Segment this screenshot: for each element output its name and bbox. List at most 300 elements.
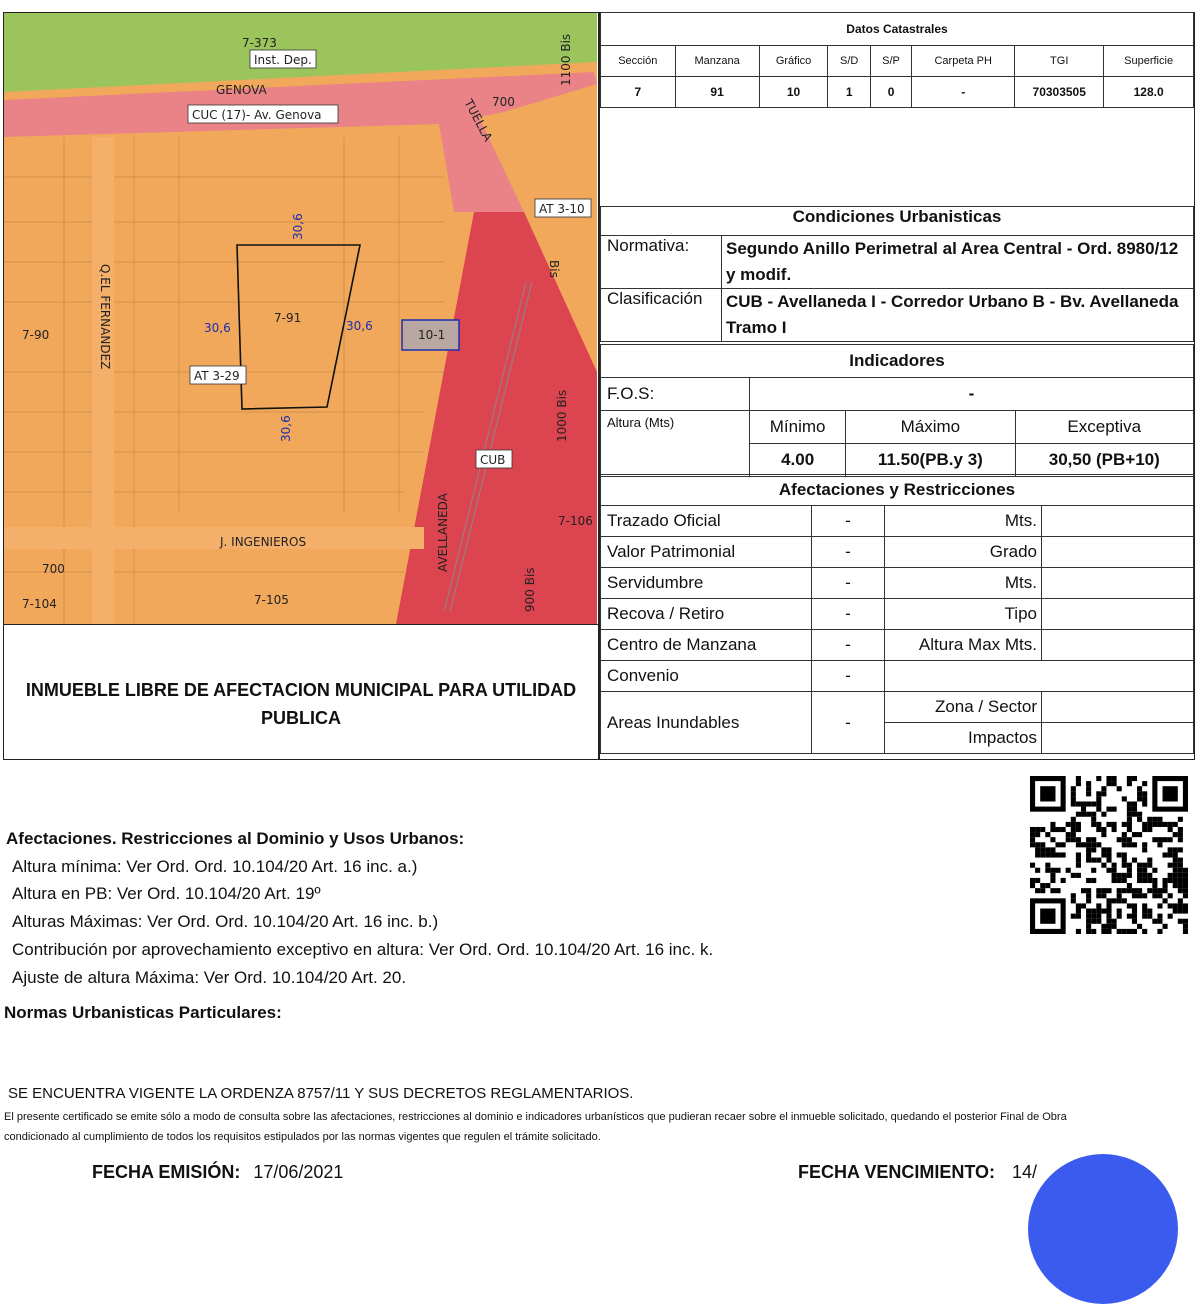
zona-value xyxy=(1042,692,1194,723)
qr-module xyxy=(1050,847,1055,852)
row-value: - xyxy=(812,630,885,661)
normativa-value: Segundo Anillo Perimetral al Area Central - Ord. 8980/12 y modif. xyxy=(722,236,1194,289)
qr-module xyxy=(1076,776,1081,781)
qr-module xyxy=(1076,909,1081,914)
qr-module xyxy=(1101,909,1106,914)
qr-module xyxy=(1096,914,1101,919)
qr-module xyxy=(1183,888,1188,893)
qr-module xyxy=(1137,791,1142,796)
qr-module xyxy=(1040,847,1045,852)
qr-module xyxy=(1178,817,1183,822)
qr-module xyxy=(1091,837,1096,842)
qr-module xyxy=(1071,801,1076,806)
catastrales-header-row xyxy=(601,46,1194,77)
qr-module xyxy=(1173,822,1178,827)
qr-module xyxy=(1168,878,1173,883)
qr-module xyxy=(1091,878,1096,883)
qr-module xyxy=(1106,852,1111,857)
qr-module xyxy=(1117,893,1122,898)
map-label-bis: Bis xyxy=(547,260,561,278)
qr-module xyxy=(1106,903,1111,908)
map-label-700-top: 700 xyxy=(492,95,515,109)
qr-module xyxy=(1055,842,1060,847)
map-label-10-1: 10-1 xyxy=(418,328,446,342)
row-label: Trazado Oficial xyxy=(601,506,812,537)
qr-module xyxy=(1055,868,1060,873)
qr-module xyxy=(1132,914,1137,919)
qr-module xyxy=(1137,888,1142,893)
qr-module xyxy=(1152,868,1157,873)
qr-module xyxy=(1086,858,1091,863)
qr-module xyxy=(1163,878,1168,883)
map-caption-divider xyxy=(4,624,598,643)
qr-module xyxy=(1071,832,1076,837)
qr-module xyxy=(1178,868,1183,873)
qr-module xyxy=(1106,919,1111,924)
qr-module xyxy=(1091,929,1096,934)
qr-module xyxy=(1096,822,1101,827)
qr-module xyxy=(1101,893,1106,898)
qr-module xyxy=(1168,852,1173,857)
qr-module xyxy=(1050,878,1055,883)
qr-module xyxy=(1173,832,1178,837)
qr-module xyxy=(1050,852,1055,857)
qr-module xyxy=(1091,801,1096,806)
qr-module xyxy=(1147,873,1152,878)
row-extra xyxy=(1042,506,1194,537)
header-carpeta-ph: Carpeta PH xyxy=(912,46,1015,77)
qr-module xyxy=(1132,903,1137,908)
qr-module xyxy=(1122,842,1127,847)
map-label-inst-dep: Inst. Dep. xyxy=(254,53,312,67)
map-label-1000-bis: 1000 Bis xyxy=(555,389,569,442)
qr-module xyxy=(1157,817,1162,822)
qr-module xyxy=(1168,903,1173,908)
qr-module xyxy=(1101,827,1106,832)
qr-module xyxy=(1122,796,1127,801)
qr-module xyxy=(1142,822,1147,827)
qr-module xyxy=(1035,888,1040,893)
value-sp: 0 xyxy=(870,77,911,108)
qr-module xyxy=(1096,776,1101,781)
qr-module xyxy=(1157,837,1162,842)
qr-module xyxy=(1035,852,1040,857)
qr-module xyxy=(1091,812,1096,817)
qr-module xyxy=(1163,898,1168,903)
qr-module xyxy=(1081,807,1086,812)
qr-module xyxy=(1173,863,1178,868)
qr-module xyxy=(1163,837,1168,842)
condiciones-title: Condiciones Urbanisticas xyxy=(601,207,1194,236)
qr-module xyxy=(1142,914,1147,919)
qr-module xyxy=(1035,832,1040,837)
afectacion-row xyxy=(601,630,1194,661)
qr-module xyxy=(1030,837,1035,842)
qr-module xyxy=(1106,909,1111,914)
qr-module xyxy=(1122,878,1127,883)
qr-module xyxy=(1101,852,1106,857)
clasificacion-value: CUB - Avellaneda I - Corredor Urbano B - Bv. Avellaneda Tramo I xyxy=(722,289,1194,342)
qr-module xyxy=(1137,796,1142,801)
row-unit: Mts. xyxy=(885,506,1042,537)
qr-module xyxy=(1066,832,1071,837)
map-label-ingenieros: J. INGENIEROS xyxy=(220,535,307,549)
qr-module xyxy=(1183,873,1188,878)
map-label-at-3-10: AT 3-10 xyxy=(539,202,585,216)
qr-module xyxy=(1178,863,1183,868)
qr-module xyxy=(1086,781,1091,786)
qr-module xyxy=(1045,847,1050,852)
qr-module xyxy=(1030,863,1035,868)
qr-module xyxy=(1117,852,1122,857)
qr-module xyxy=(1142,873,1147,878)
qr-module xyxy=(1096,791,1101,796)
qr-module xyxy=(1157,822,1162,827)
qr-module xyxy=(1137,786,1142,791)
qr-module xyxy=(1086,893,1091,898)
qr-module xyxy=(1091,842,1096,847)
qr-module xyxy=(1101,929,1106,934)
fecha-vencimiento-label: FECHA VENCIMIENTO: xyxy=(798,1162,996,1182)
qr-module xyxy=(1178,898,1183,903)
qr-module xyxy=(1040,852,1045,857)
qr-module xyxy=(1071,827,1076,832)
value-superficie: 128.0 xyxy=(1104,77,1194,108)
qr-module xyxy=(1117,837,1122,842)
qr-module xyxy=(1137,873,1142,878)
qr-module xyxy=(1173,878,1178,883)
qr-module xyxy=(1040,827,1045,832)
qr-module xyxy=(1076,842,1081,847)
row-value: - xyxy=(812,537,885,568)
datos-catastrales-title: Datos Catastrales xyxy=(601,13,1194,46)
qr-module xyxy=(1045,883,1050,888)
qr-module xyxy=(1173,909,1178,914)
qr-module xyxy=(1127,801,1132,806)
afectacion-row xyxy=(601,568,1194,599)
qr-module xyxy=(1086,898,1091,903)
qr-module xyxy=(1117,909,1122,914)
qr-module xyxy=(1173,847,1178,852)
qr-module xyxy=(1127,817,1132,822)
value-grafico: 10 xyxy=(759,77,828,108)
qr-module xyxy=(1168,873,1173,878)
qr-module xyxy=(1071,796,1076,801)
qr-module xyxy=(1112,863,1117,868)
qr-module xyxy=(1045,863,1050,868)
qr-module xyxy=(1112,827,1117,832)
qr-module xyxy=(1127,863,1132,868)
minimo-value: 4.00 xyxy=(750,444,846,477)
qr-module xyxy=(1096,919,1101,924)
notice-text: INMUEBLE LIBRE DE AFECTACION MUNICIPAL PARA UTILIDAD PUBLICA xyxy=(25,680,577,728)
qr-module xyxy=(1030,827,1035,832)
qr-module xyxy=(1157,929,1162,934)
value-tgi: 70303505 xyxy=(1015,77,1104,108)
qr-module xyxy=(1030,883,1035,888)
qr-module xyxy=(1091,909,1096,914)
qr-module xyxy=(1183,883,1188,888)
qr-module xyxy=(1132,893,1137,898)
qr-module xyxy=(1147,863,1152,868)
zona-label: Zona / Sector xyxy=(885,692,1042,723)
qr-module xyxy=(1127,888,1132,893)
qr-module xyxy=(1086,924,1091,929)
fecha-vencimiento-value: 14/ xyxy=(1012,1162,1038,1182)
qr-module xyxy=(1157,888,1162,893)
qr-module xyxy=(1035,842,1040,847)
qr-module xyxy=(1127,914,1132,919)
qr-finder xyxy=(1040,909,1055,924)
impactos-label: Impactos xyxy=(885,723,1042,754)
qr-module xyxy=(1091,868,1096,873)
qr-module xyxy=(1132,888,1137,893)
qr-module xyxy=(1122,832,1127,837)
qr-module xyxy=(1157,842,1162,847)
qr-module xyxy=(1086,852,1091,857)
qr-module xyxy=(1127,883,1132,888)
qr-module xyxy=(1112,919,1117,924)
row-extra xyxy=(1042,599,1194,630)
dim-label-left: 30,6 xyxy=(204,321,231,335)
qr-module xyxy=(1142,903,1147,908)
qr-module xyxy=(1066,868,1071,873)
qr-module xyxy=(1086,837,1091,842)
blue-circle-overlay xyxy=(1028,1154,1178,1304)
qr-module xyxy=(1152,888,1157,893)
qr-module xyxy=(1091,919,1096,924)
qr-module xyxy=(1050,868,1055,873)
qr-module xyxy=(1081,903,1086,908)
header-tgi: TGI xyxy=(1015,46,1104,77)
qr-module xyxy=(1035,827,1040,832)
qr-module xyxy=(1050,837,1055,842)
qr-module xyxy=(1086,914,1091,919)
qr-module xyxy=(1081,812,1086,817)
qr-module xyxy=(1122,873,1127,878)
qr-module xyxy=(1101,791,1106,796)
qr-module xyxy=(1183,909,1188,914)
qr-module xyxy=(1106,776,1111,781)
qr-module xyxy=(1096,909,1101,914)
catastrales-value-row xyxy=(601,77,1194,108)
qr-module xyxy=(1081,888,1086,893)
row-label: Recova / Retiro xyxy=(601,599,812,630)
qr-module xyxy=(1117,873,1122,878)
excepcional-value: 30,50 (PB+10) xyxy=(1015,444,1193,477)
qr-module xyxy=(1142,827,1147,832)
qr-module xyxy=(1101,888,1106,893)
qr-module xyxy=(1127,776,1132,781)
qr-module xyxy=(1086,929,1091,934)
qr-module xyxy=(1112,878,1117,883)
qr-module xyxy=(1127,929,1132,934)
restriccion-line: Altura mínima: Ver Ord. Ord. 10.104/20 Art. 16 inc. a.) xyxy=(12,857,418,876)
qr-module xyxy=(1173,858,1178,863)
qr-module xyxy=(1137,812,1142,817)
row-label: Convenio xyxy=(601,661,812,692)
qr-module xyxy=(1122,837,1127,842)
qr-module xyxy=(1106,858,1111,863)
qr-module xyxy=(1086,888,1091,893)
qr-module xyxy=(1096,888,1101,893)
map-label-fernandez: Q.EL FERNANDEZ xyxy=(98,264,112,370)
qr-module xyxy=(1076,822,1081,827)
qr-module xyxy=(1142,909,1147,914)
header-seccion: Sección xyxy=(601,46,676,77)
qr-module xyxy=(1086,909,1091,914)
datos-catastrales-table xyxy=(600,12,1194,108)
qr-module xyxy=(1076,781,1081,786)
qr-module xyxy=(1157,914,1162,919)
excepcional-label: Exceptiva xyxy=(1015,411,1193,444)
qr-module xyxy=(1091,914,1096,919)
qr-module xyxy=(1101,832,1106,837)
qr-module xyxy=(1086,786,1091,791)
header-sp: S/P xyxy=(870,46,911,77)
qr-module xyxy=(1163,883,1168,888)
qr-module xyxy=(1101,786,1106,791)
qr-module xyxy=(1137,817,1142,822)
qr-module xyxy=(1147,858,1152,863)
qr-module xyxy=(1127,873,1132,878)
qr-module xyxy=(1142,781,1147,786)
row-value: - xyxy=(812,661,885,692)
qr-code-image xyxy=(1030,776,1188,934)
qr-module xyxy=(1178,909,1183,914)
qr-module xyxy=(1178,888,1183,893)
qr-module xyxy=(1147,827,1152,832)
qr-module xyxy=(1066,837,1071,842)
row-extra xyxy=(1042,537,1194,568)
qr-module xyxy=(1071,786,1076,791)
qr-module xyxy=(1132,807,1137,812)
qr-module xyxy=(1127,822,1132,827)
qr-module xyxy=(1178,919,1183,924)
qr-module xyxy=(1096,807,1101,812)
qr-module xyxy=(1076,858,1081,863)
qr-module xyxy=(1091,817,1096,822)
qr-module xyxy=(1178,832,1183,837)
qr-module xyxy=(1173,883,1178,888)
qr-module xyxy=(1086,842,1091,847)
qr-module xyxy=(1132,832,1137,837)
map-label-7-91: 7-91 xyxy=(274,311,302,325)
map-label-7-106: 7-106 xyxy=(558,514,593,528)
qr-code xyxy=(1030,776,1188,934)
qr-module xyxy=(1045,852,1050,857)
qr-module xyxy=(1040,842,1045,847)
qr-module xyxy=(1096,858,1101,863)
header-superficie: Superficie xyxy=(1104,46,1194,77)
restriccion-line: Altura en PB: Ver Ord. 10.104/20 Art. 19º xyxy=(12,884,321,903)
qr-module xyxy=(1117,898,1122,903)
afectaciones-title: Afectaciones y Restricciones xyxy=(601,475,1194,506)
qr-module xyxy=(1076,812,1081,817)
qr-module xyxy=(1163,822,1168,827)
qr-module xyxy=(1055,888,1060,893)
afectacion-row xyxy=(601,537,1194,568)
qr-module xyxy=(1132,812,1137,817)
qr-module xyxy=(1183,868,1188,873)
qr-module xyxy=(1157,919,1162,924)
qr-module xyxy=(1112,868,1117,873)
qr-module xyxy=(1142,847,1147,852)
qr-module xyxy=(1035,868,1040,873)
qr-module xyxy=(1168,827,1173,832)
qr-module xyxy=(1183,924,1188,929)
qr-module xyxy=(1112,776,1117,781)
map-label-cub: CUB xyxy=(480,453,506,467)
qr-module xyxy=(1050,888,1055,893)
map-label-900-bis: 900 Bis xyxy=(523,567,537,612)
qr-module xyxy=(1071,873,1076,878)
vigente-text: SE ENCUENTRA VIGENTE LA ORDENZA 8757/11 Y SUS DECRETOS REGLAMENTARIOS. xyxy=(8,1085,634,1102)
qr-module xyxy=(1106,847,1111,852)
dim-label-bottom: 30,6 xyxy=(279,415,293,442)
qr-module xyxy=(1106,807,1111,812)
qr-module xyxy=(1076,863,1081,868)
qr-module xyxy=(1137,878,1142,883)
qr-module xyxy=(1137,832,1142,837)
qr-module xyxy=(1152,822,1157,827)
qr-module xyxy=(1132,929,1137,934)
qr-module xyxy=(1127,827,1132,832)
qr-module xyxy=(1091,847,1096,852)
afectaciones-table xyxy=(600,474,1194,754)
qr-module xyxy=(1106,929,1111,934)
qr-finder xyxy=(1163,786,1178,801)
qr-module xyxy=(1168,837,1173,842)
map-label-7-104: 7-104 xyxy=(22,597,57,611)
qr-module xyxy=(1106,868,1111,873)
row-unit: Tipo xyxy=(885,599,1042,630)
qr-module xyxy=(1086,812,1091,817)
fecha-emision-label: FECHA EMISIÓN: xyxy=(92,1162,241,1182)
qr-module xyxy=(1168,893,1173,898)
value-seccion: 7 xyxy=(601,77,676,108)
fos-value: - xyxy=(750,378,1194,411)
qr-module xyxy=(1183,893,1188,898)
altura-label: Altura (Mts) xyxy=(601,411,750,477)
row-value: - xyxy=(812,599,885,630)
qr-module xyxy=(1096,893,1101,898)
afectacion-row xyxy=(601,506,1194,537)
qr-module xyxy=(1112,807,1117,812)
qr-module xyxy=(1101,863,1106,868)
qr-module xyxy=(1127,842,1132,847)
qr-module xyxy=(1147,909,1152,914)
value-sd: 1 xyxy=(828,77,870,108)
qr-module xyxy=(1122,929,1127,934)
qr-module xyxy=(1106,898,1111,903)
qr-module xyxy=(1035,847,1040,852)
qr-module xyxy=(1091,822,1096,827)
qr-finder xyxy=(1040,786,1055,801)
qr-module xyxy=(1045,832,1050,837)
qr-module xyxy=(1178,847,1183,852)
qr-module xyxy=(1117,878,1122,883)
restriccion-line: Ajuste de altura Máxima: Ver Ord. 10.104/20 Art. 20. xyxy=(12,968,407,987)
qr-module xyxy=(1178,883,1183,888)
qr-module xyxy=(1117,786,1122,791)
qr-module xyxy=(1178,878,1183,883)
qr-module xyxy=(1147,914,1152,919)
qr-module xyxy=(1127,837,1132,842)
qr-module xyxy=(1173,852,1178,857)
qr-module xyxy=(1050,827,1055,832)
qr-module xyxy=(1076,827,1081,832)
